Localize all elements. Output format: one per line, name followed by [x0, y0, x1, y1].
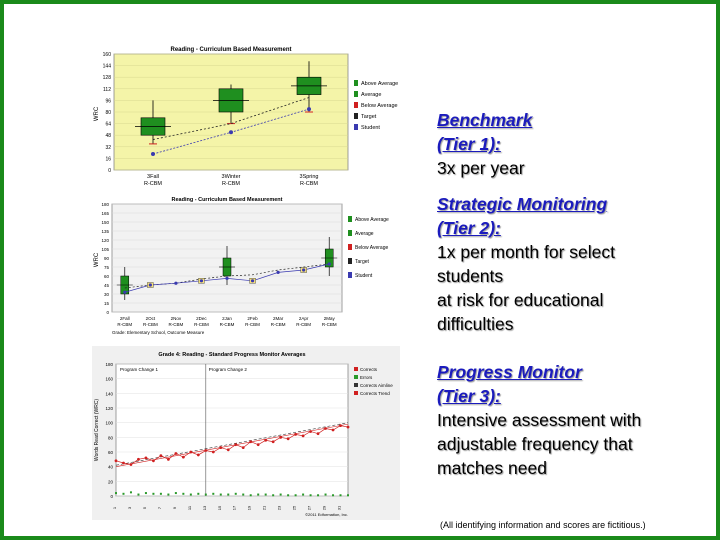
errors-point [122, 493, 124, 495]
corrects-point [204, 449, 207, 452]
tier2-body-line: 1x per month for select [437, 242, 615, 262]
errors-point [295, 494, 297, 496]
y-tick-label: 80 [107, 435, 113, 441]
student-point [174, 282, 177, 285]
x-tick-label: R-CBM [168, 322, 184, 327]
errors-point [235, 493, 237, 495]
corrects-point [272, 440, 275, 443]
legend-swatch [354, 375, 358, 379]
corrects-point [294, 433, 297, 436]
tier2-title-line1: Strategic Monitoring [437, 194, 608, 214]
legend-swatch [354, 102, 358, 108]
errors-point [160, 493, 162, 495]
y-tick-label: 150 [101, 220, 109, 225]
x-tick-label: 2Nov [170, 316, 182, 321]
x-tick-label: 1 [112, 506, 117, 510]
corrects-point [219, 446, 222, 449]
x-tick-label: 29 [321, 505, 327, 511]
corrects-point [332, 429, 335, 432]
x-tick-label: 2May [323, 316, 335, 321]
x-tick-label: R-CBM [299, 181, 319, 187]
x-tick-label: 15 [216, 505, 222, 511]
corrects-point [309, 430, 312, 433]
corrects-point [227, 448, 230, 451]
x-tick-label: 3Winter [221, 174, 241, 180]
errors-point [280, 494, 282, 496]
x-tick-label: 2Feb [247, 316, 258, 321]
corrects-point [130, 463, 133, 466]
x-tick-label: 11 [186, 505, 192, 511]
chart-footer: Grade: Elementary School, Outcome Measure [112, 330, 205, 335]
errors-point [205, 494, 207, 496]
legend-swatch [354, 124, 358, 130]
errors-point [325, 494, 327, 496]
student-point [302, 268, 305, 271]
legend-label: Below Average [355, 245, 389, 251]
tier1-section [437, 108, 707, 180]
corrects-point [257, 443, 260, 446]
errors-point [310, 494, 312, 496]
x-tick-label: 19 [246, 505, 252, 511]
x-tick-label: R-CBM [245, 322, 260, 327]
legend-swatch [354, 91, 358, 97]
student-point [251, 279, 254, 282]
legend-label: Target [355, 259, 369, 265]
x-tick-label: 17 [231, 505, 237, 511]
errors-point [190, 494, 192, 496]
y-tick-label: 45 [103, 283, 109, 288]
legend-label: Above Average [361, 81, 399, 87]
corrects-point [174, 452, 177, 455]
plot-area [116, 364, 348, 496]
x-tick-label: 3Spring [299, 174, 319, 180]
corrects-point [145, 456, 148, 459]
progress-chart [92, 346, 400, 520]
x-tick-label: 21 [261, 505, 267, 511]
x-tick-label: R-CBM [296, 322, 312, 327]
y-tick-label: 32 [105, 144, 111, 151]
tier2-title-line2: (Tier 2): [437, 218, 501, 238]
x-tick-label: R-CBM [117, 322, 133, 327]
y-tick-label: 140 [105, 391, 113, 397]
x-tick-label: R-CBM [221, 181, 241, 187]
legend-swatch [354, 391, 358, 395]
y-tick-label: 144 [102, 63, 111, 70]
x-tick-label: 5 [141, 506, 147, 510]
y-tick-label: 100 [105, 420, 113, 426]
legend-label: Average [355, 231, 374, 237]
y-tick-label: 30 [103, 292, 109, 297]
errors-point [302, 494, 304, 496]
legend-label: Average [361, 92, 382, 98]
corrects-point [197, 454, 200, 457]
x-tick-label: 2Oct [145, 316, 156, 321]
y-tick-label: 112 [103, 86, 111, 93]
y-tick-label: 48 [105, 133, 111, 140]
errors-point [265, 494, 267, 496]
corrects-point [242, 446, 245, 449]
x-tick-label: R-CBM [270, 322, 286, 327]
legend-swatch [348, 272, 352, 278]
x-tick-label: 3 [126, 506, 132, 510]
legend-swatch [348, 216, 352, 222]
x-tick-label: 27 [306, 505, 312, 511]
y-tick-label: 120 [105, 406, 113, 411]
chart-title: Grade 4: Reading - Standard Progress Monitor Averages [158, 352, 306, 358]
x-tick-label: 2Mar [272, 316, 284, 321]
corrects-point [339, 424, 342, 427]
errors-point [287, 494, 289, 496]
y-tick-label: 60 [103, 274, 109, 279]
corrects-point [115, 459, 118, 462]
x-tick-label: R-CBM [219, 322, 235, 327]
strategic-chart-panel [92, 194, 400, 342]
tier2-section [437, 192, 707, 336]
x-tick-label: 2Jan [222, 316, 232, 321]
corrects-point [152, 459, 155, 462]
legend-label: Target [361, 114, 377, 120]
x-tick-label: 13 [201, 505, 207, 511]
errors-point [167, 494, 169, 496]
student-point [123, 291, 126, 294]
progress-chart-panel [92, 346, 400, 520]
legend-label: Errors [360, 375, 373, 380]
corrects-point [122, 462, 125, 465]
errors-point [220, 494, 222, 496]
y-tick-label: 60 [107, 450, 113, 455]
corrects-point [324, 427, 327, 430]
student-point [225, 277, 228, 280]
corrects-point [287, 437, 290, 440]
legend-label: Above Average [355, 217, 389, 223]
x-tick-label: R-CBM [142, 322, 158, 327]
tier2-body-line: students [437, 266, 504, 286]
y-tick-label: 0 [110, 494, 113, 499]
legend-swatch [348, 230, 352, 236]
x-tick-label: 2Fall [119, 316, 130, 321]
x-tick-label: 23 [276, 505, 282, 511]
y-tick-label: 120 [101, 238, 109, 243]
student-point [151, 152, 155, 156]
x-tick-label: R-CBM [194, 322, 209, 327]
errors-point [197, 493, 199, 495]
y-tick-label: 160 [105, 376, 113, 382]
y-tick-label: 105 [101, 247, 109, 252]
y-tick-label: 16 [105, 156, 111, 163]
errors-point [182, 493, 184, 495]
tier1-title-line1: Benchmark [437, 110, 533, 130]
legend-swatch [354, 113, 358, 119]
legend-label: Student [355, 273, 373, 279]
y-tick-label: 0 [108, 168, 111, 174]
corrects-point [279, 436, 282, 439]
footnote: (All identifying information and scores are fictitious.) [440, 520, 646, 530]
phase-label: Program Change 2 [208, 367, 247, 372]
chart-title: Reading - Curriculum Based Measurement [171, 197, 283, 203]
x-tick-label: 7 [156, 506, 162, 510]
errors-point [332, 494, 334, 496]
corrects-point [234, 443, 237, 446]
corrects-point [182, 456, 185, 459]
y-tick-label: 15 [103, 301, 109, 306]
corrects-point [264, 439, 267, 442]
y-tick-label: 135 [101, 229, 109, 234]
tier3-title-line2: (Tier 3): [437, 386, 501, 406]
corrects-point [347, 426, 350, 429]
errors-point [130, 491, 132, 493]
x-tick-label: R-CBM [143, 181, 163, 187]
strategic-chart [92, 194, 400, 342]
legend-swatch [354, 383, 358, 387]
student-point [307, 107, 311, 111]
tier3-section [437, 360, 707, 480]
errors-point [115, 492, 117, 494]
tier3-body-line: adjustable frequency that [437, 434, 633, 454]
errors-point [242, 494, 244, 496]
student-point [229, 130, 233, 134]
errors-point [317, 494, 319, 496]
errors-point [227, 494, 229, 496]
y-tick-label: 20 [107, 479, 113, 485]
y-tick-label: 0 [106, 310, 109, 315]
y-axis-label: Words Read Correct (WRC) [94, 398, 100, 462]
legend-label: Corrects Trend [360, 391, 390, 396]
y-axis-label: WRC [94, 252, 100, 268]
legend-swatch [354, 80, 358, 86]
x-tick-label: 31 [336, 505, 342, 511]
errors-point [137, 494, 139, 496]
phase-label: Program Change 1 [120, 367, 159, 372]
y-tick-label: 75 [103, 265, 109, 270]
benchmark-chart-panel [92, 44, 400, 194]
legend-label: Corrects [360, 367, 378, 372]
errors-point [250, 494, 252, 496]
corrects-point [212, 451, 215, 454]
y-tick-label: 180 [105, 362, 113, 367]
corrects-point [137, 458, 140, 461]
errors-point [152, 493, 154, 495]
x-tick-label: 2Dec [196, 316, 207, 321]
y-tick-label: 40 [107, 464, 113, 470]
legend-label: Below Average [361, 103, 398, 109]
errors-point [175, 492, 177, 494]
x-tick-label: 9 [171, 506, 177, 510]
legend-label: Student [361, 125, 380, 131]
y-tick-label: 90 [103, 256, 109, 261]
student-point [200, 279, 203, 282]
corrects-point [317, 432, 320, 435]
benchmark-chart [92, 44, 400, 194]
errors-point [145, 492, 147, 494]
corrects-point [189, 451, 192, 454]
legend-swatch [348, 258, 352, 264]
y-tick-label: 160 [102, 52, 111, 58]
x-tick-label: 25 [291, 505, 297, 511]
y-tick-label: 96 [105, 98, 111, 105]
chart-title: Reading - Curriculum Based Measurement [170, 47, 292, 53]
errors-point [272, 494, 274, 496]
tier1-body-line: 3x per year [437, 158, 525, 178]
y-axis-label: WRC [94, 106, 100, 122]
x-tick-label: R-CBM [321, 322, 337, 327]
y-tick-label: 165 [101, 211, 109, 216]
errors-point [347, 494, 349, 496]
tier2-body-line: at risk for educational [437, 290, 604, 310]
tier3-body-line: matches need [437, 458, 547, 478]
student-point [277, 271, 280, 274]
tier3-body-line: Intensive assessment with [437, 410, 642, 430]
x-tick-label: 3Fall [147, 174, 159, 180]
student-point [328, 262, 331, 265]
legend-swatch [348, 244, 352, 250]
tier2-body-line: difficulties [437, 314, 514, 334]
legend-label: Corrects Aimline [360, 383, 393, 388]
corrects-point [167, 458, 170, 461]
y-tick-label: 180 [101, 202, 109, 207]
tier3-title-line1: Progress Monitor [437, 362, 582, 382]
corrects-point [160, 454, 163, 457]
y-tick-label: 80 [105, 110, 111, 116]
corrects-point [249, 440, 252, 443]
errors-point [340, 494, 342, 496]
legend-swatch [354, 367, 358, 371]
errors-point [212, 493, 214, 495]
y-tick-label: 64 [105, 121, 111, 128]
y-tick-label: 128 [102, 75, 111, 82]
chart-footer: ©2011 Edformation, Inc. [305, 512, 348, 517]
student-point [149, 283, 152, 286]
errors-point [257, 494, 259, 496]
x-tick-label: 2Apr [298, 316, 309, 321]
corrects-point [302, 434, 305, 437]
tier1-title-line2: (Tier 1): [437, 134, 501, 154]
